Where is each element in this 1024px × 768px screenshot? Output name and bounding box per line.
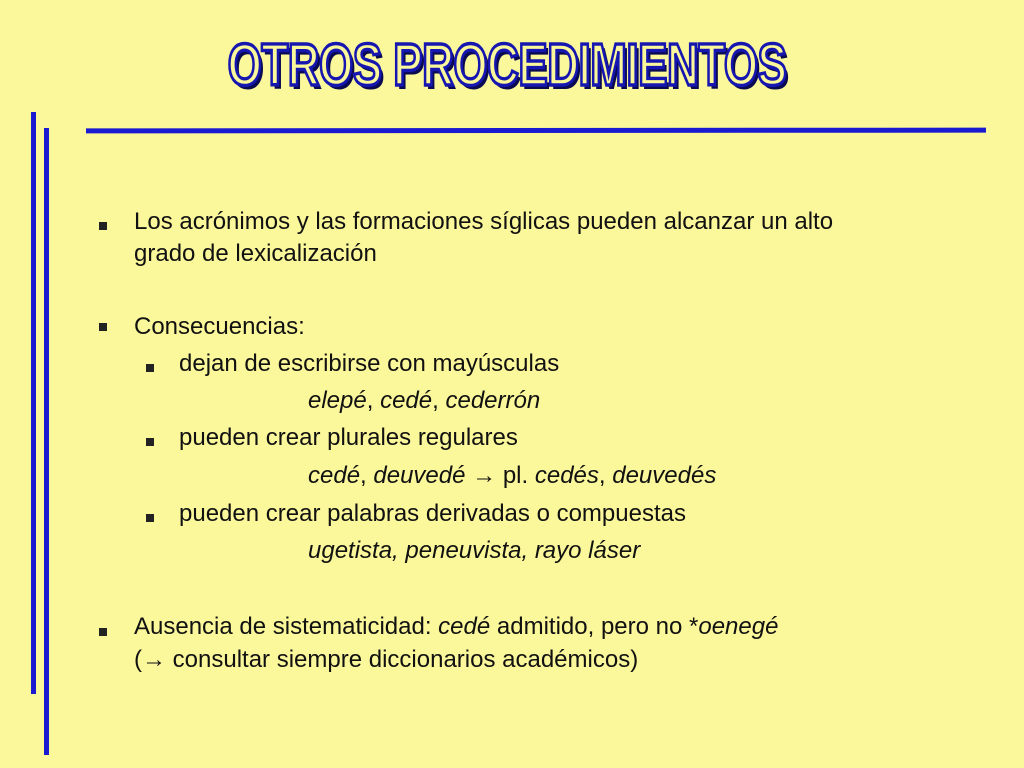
- example-word: cederrón: [445, 387, 541, 414]
- example-word: cedé: [308, 462, 361, 489]
- bullet-1-line-2: grado de lexicalización: [134, 240, 377, 267]
- example-word: deuvedé: [373, 462, 466, 489]
- example-word: oenegé: [698, 613, 779, 640]
- separator: ,: [432, 387, 446, 414]
- text-part: admitido, pero no *: [490, 613, 699, 640]
- bullet-1-line-1: Los acrónimos y las formaciones síglicas pueden alcanzar un alto: [134, 208, 834, 235]
- text-part: Ausencia de sistematicidad:: [134, 613, 439, 640]
- slide-title: OTROS PROCEDIMIENTOS: [227, 32, 787, 99]
- sub-bullet-1-examples: [308, 383, 540, 418]
- example-word: deuvedés: [612, 462, 717, 489]
- example-word: cedé: [438, 613, 491, 640]
- example-word: cedés: [534, 462, 599, 489]
- example-word: cedé: [380, 387, 433, 414]
- bullet-3-line-1: [134, 609, 778, 644]
- sub-bullet-2-examples: [308, 458, 716, 493]
- example-word: elepé: [308, 387, 367, 414]
- bullet-marker: [99, 323, 107, 331]
- sub-bullet-1-text: dejan de escribirse con mayúsculas: [179, 350, 560, 377]
- plural-arrow: → pl.: [465, 462, 535, 489]
- bullet-marker: [99, 222, 107, 230]
- sub-bullet-2-text: pueden crear plurales regulares: [179, 424, 518, 451]
- sub-bullet-marker: [146, 514, 154, 522]
- bullet-2-text: Consecuencias:: [134, 313, 305, 340]
- sub-bullet-3-examples: ugetista, peneuvista, rayo láser: [308, 537, 641, 564]
- sub-bullet-marker: [146, 438, 154, 446]
- separator: ,: [366, 387, 381, 414]
- separator: ,: [598, 462, 613, 489]
- separator: ,: [360, 462, 374, 489]
- bullet-3-line-2: (→ consultar siempre diccionarios académicos): [134, 646, 639, 673]
- sub-bullet-3-text: pueden crear palabras derivadas o compuestas: [179, 500, 686, 527]
- sub-bullet-marker: [146, 364, 154, 372]
- bullet-marker: [99, 628, 107, 636]
